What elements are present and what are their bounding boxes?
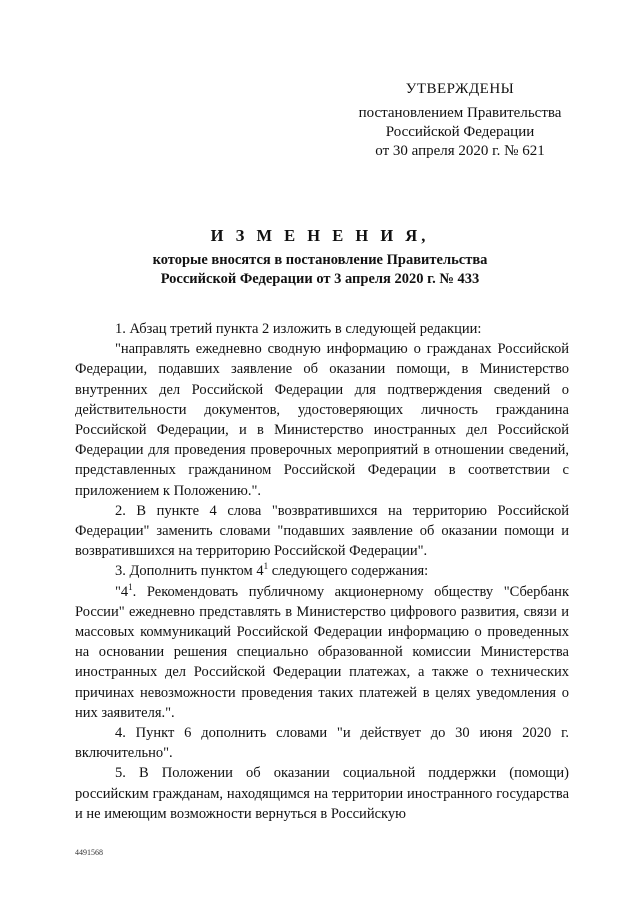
subtitle-line-2: Российской Федерации от 3 апреля 2020 г. № 433 — [160, 271, 480, 287]
approval-block — [340, 80, 580, 161]
approval-line-1: постановлением Правительства — [358, 105, 562, 121]
paragraph-3 — [75, 561, 569, 581]
paragraph-1: 1. Абзац третий пункта 2 изложить в следующей редакции: — [115, 321, 482, 337]
paragraph-4: 4. Пункт 6 дополнить словами "и действует до 30 июня 2020 г. включительно". — [75, 725, 569, 762]
paragraph-3-text-end: следующего содержания: — [268, 563, 429, 580]
paragraph-3-superscript: 1 — [263, 561, 269, 572]
paragraph-3-quote-superscript: 1 — [128, 581, 133, 592]
document-code: 4491568 — [75, 848, 103, 857]
subtitle-line-1: которые вносятся в постановление Правительства — [152, 252, 488, 268]
paragraph-3-text-start: 3. Дополнить пунктом 4 — [115, 563, 264, 580]
approval-line-2: Российской Федерации — [385, 124, 535, 140]
paragraph-5: 5. В Положении об оказании социальной поддержки (помощи) российским гражданам, находящимся на территории иностранного государства и не имеющим возможности вернуться в Российскую — [75, 765, 569, 822]
document-title: И З М Е Н Е Н И Я, — [210, 226, 430, 245]
approval-heading: УТВЕРЖДЕНЫ — [405, 81, 515, 97]
approval-line-3: от 30 апреля 2020 г. № 621 — [375, 143, 545, 159]
paragraph-1-quote: "направлять ежедневно сводную информацию о гражданах Российской Федерации, подавших заявление об оказании помощи, в Министерство внутренних дел Российской Федерации для подтверждения сведений о действительности документов, удостоверяющих личность гражданина Российской Федерации, и в Министерство иностранных дел Российской Федерации для проведения проверочных мероприятий в отношении сведений, представленных гражданином Российской Федерации в соответствии с приложением к Положению.". — [75, 341, 569, 499]
paragraph-3-quote-text: . Рекомендовать публичному акционерному обществу "Сбербанк России" ежедневно представлять в Министерство цифрового развития, связи и массовых коммуникаций Российской Федерации информацию о проведенных на основании решения специально образованной комиссии Министерства иностранных дел Российской Федерации платежах, а также о технических причинах невозможности проведения таких платежей в целях уведомления о них заявителя.". — [75, 583, 569, 721]
paragraph-2: 2. В пункте 4 слова "возвратившихся на территорию Российской Федерации" заменить словами "подавших заявление об оказании помощи и возвратившихся на территорию Российской Федерации". — [75, 502, 569, 560]
paragraph-3-quote — [75, 582, 569, 723]
document-body — [75, 319, 569, 824]
paragraph-3-quote-open: "4 — [115, 583, 129, 600]
document-subtitle — [0, 251, 640, 289]
